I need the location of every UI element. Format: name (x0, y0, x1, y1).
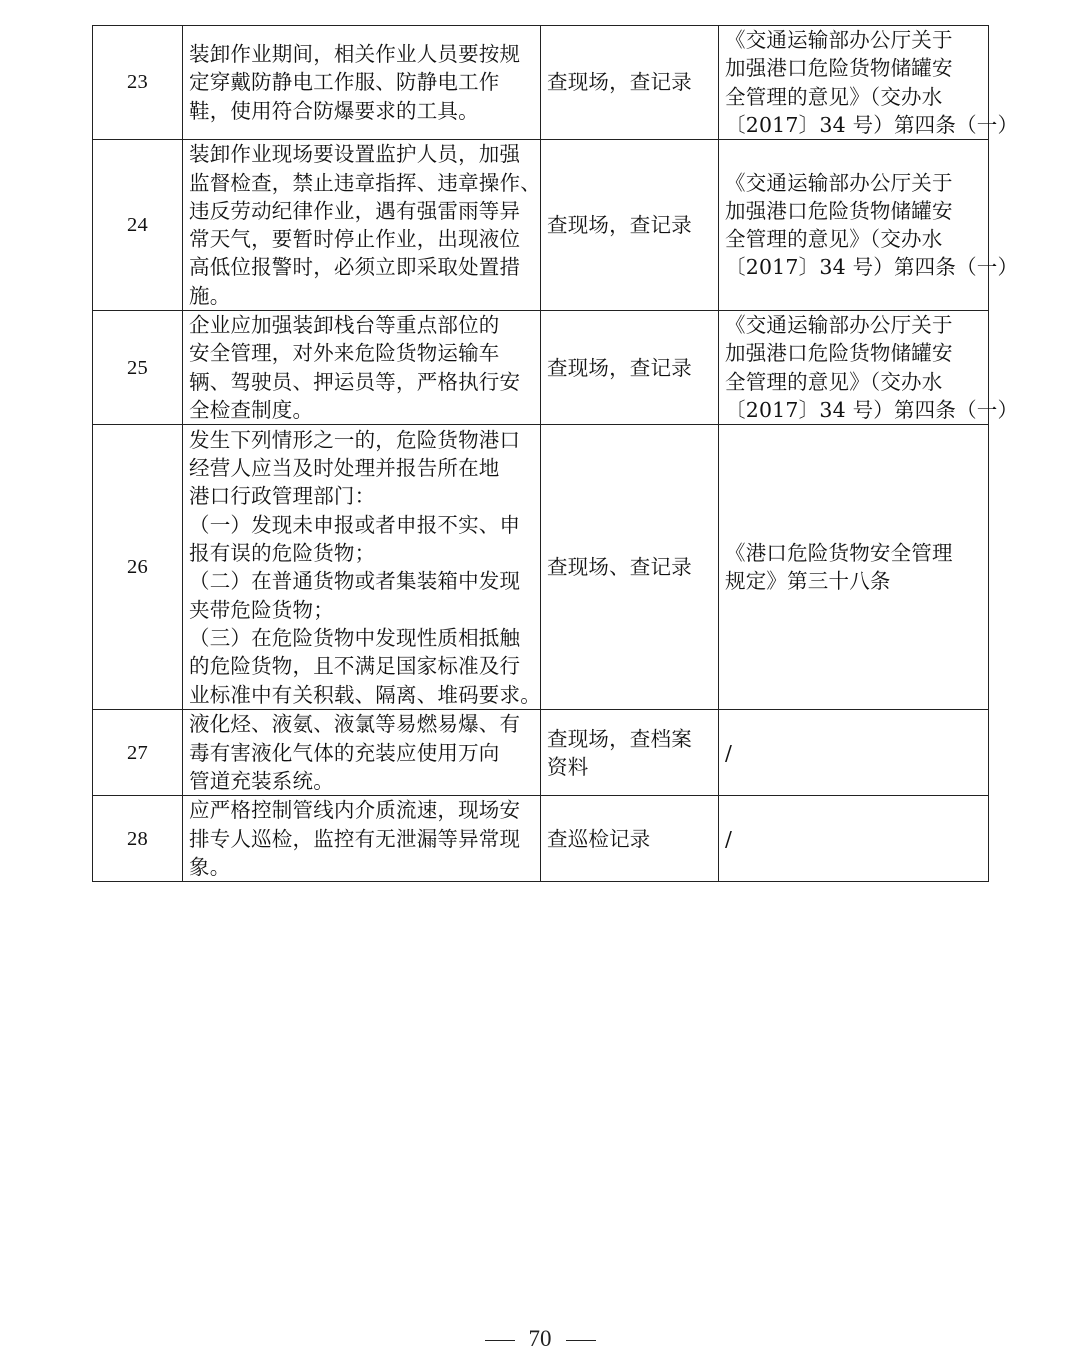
legal-basis-line: 《交通运输部办公厅关于 (725, 28, 953, 52)
requirement-line: 象。 (189, 854, 231, 879)
legal-basis-cell (719, 796, 989, 882)
row-number-cell (93, 710, 183, 796)
legal-basis-line: 《港口危险货物安全管理 (725, 541, 953, 566)
requirement-line: 鞋，使用符合防爆要求的工具。 (189, 98, 479, 123)
row-number-cell (93, 311, 183, 425)
inspection-method-line: 查现场，查记录 (547, 213, 692, 238)
inspection-method-line: 资料 (547, 754, 589, 779)
page-number: 70 (528, 1326, 552, 1351)
requirement-line: （一）发现未申报或者申报不实、申 (189, 512, 521, 537)
requirement-line: 违反劳动纪律作业，遇有强雷雨等异 (189, 198, 521, 223)
requirement-line: 辆、驾驶员、押运员等，严格执行安 (189, 369, 521, 394)
inspection-method-cell (541, 26, 719, 140)
legal-basis-line: 加强港口危险货物储罐安 (725, 341, 953, 366)
inspection-method-line: 查巡检记录 (547, 826, 651, 851)
inspection-method-cell (541, 796, 719, 882)
inspection-method-cell (541, 140, 719, 311)
table-body (93, 26, 1019, 882)
requirement-cell (183, 710, 541, 796)
legal-basis-line: 加强港口危险货物储罐安 (725, 56, 953, 81)
requirement-line: 的危险货物，且不满足国家标准及行 (189, 654, 521, 679)
legal-basis-cell (719, 140, 1019, 311)
page-footer (0, 1326, 1080, 1352)
legal-basis-line: / (725, 826, 733, 851)
row-number-cell (93, 796, 183, 882)
requirement-line: 装卸作业期间，相关作业人员要按规 (189, 42, 521, 67)
requirement-line: 装卸作业现场要设置监护人员，加强 (189, 142, 521, 167)
footer-dash-left (485, 1340, 515, 1341)
requirement-line: 液化烃、液氨、液氯等易燃易爆、有 (189, 712, 521, 737)
requirement-line: 高低位报警时，必须立即采取处置措 (189, 255, 521, 280)
requirement-cell (183, 311, 541, 425)
row-number: 25 (127, 356, 148, 379)
row-number-cell (93, 26, 183, 140)
row-number: 28 (127, 827, 148, 850)
row-number-cell (93, 140, 183, 311)
inspection-method-line: 查现场，查记录 (547, 70, 692, 95)
inspection-method-line: 查现场，查记录 (547, 355, 692, 380)
table-row (93, 26, 989, 140)
requirement-line: （二）在普通货物或者集装箱中发现 (189, 569, 521, 594)
inspection-method-line: 查现场、查记录 (547, 555, 692, 580)
requirement-line: 毒有害液化气体的充装应使用万向 (189, 740, 500, 765)
legal-basis-cell (719, 425, 989, 710)
requirement-line: 管道充装系统。 (189, 769, 334, 794)
inspection-method-cell (541, 425, 719, 710)
requirement-line: 排专人巡检，监控有无泄漏等异常现 (189, 826, 521, 851)
table-row (93, 796, 989, 882)
requirement-line: 施。 (189, 283, 231, 308)
requirement-line: 定穿戴防静电工作服、防静电工作 (189, 70, 500, 95)
requirement-line: 经营人应当及时处理并报告所在地 (189, 456, 500, 481)
legal-basis-line: 《交通运输部办公厅关于 (725, 313, 953, 338)
requirement-line: 业标准中有关积载、隔离、堆码要求。 (189, 682, 541, 707)
requirement-line: （三）在危险货物中发现性质相抵触 (189, 625, 521, 650)
legal-basis-cell (719, 710, 989, 796)
table-row (93, 311, 989, 425)
legal-basis-line: 《交通运输部办公厅关于 (725, 170, 953, 195)
legal-basis-line: 规定》第三十八条 (725, 569, 891, 594)
legal-basis-line: 加强港口危险货物储罐安 (725, 198, 953, 223)
table-row (93, 425, 989, 710)
row-number: 23 (127, 71, 148, 94)
row-number: 27 (127, 741, 148, 764)
legal-basis-line: 全管理的意见》（交办水 (725, 227, 943, 252)
requirement-line: 发生下列情形之一的，危险货物港口 (189, 427, 521, 452)
requirement-line: 应严格控制管线内介质流速，现场安 (189, 798, 521, 823)
legal-basis-line: 〔2017〕34 号）第四条（一） (725, 255, 1019, 280)
legal-basis-cell (719, 26, 1019, 140)
legal-basis-line: 全管理的意见》（交办水 (725, 84, 943, 109)
inspection-method-line: 查现场，查档案 (547, 726, 692, 751)
inspection-method-cell (541, 311, 719, 425)
requirement-cell (183, 425, 541, 710)
row-number: 26 (127, 556, 148, 579)
requirement-line: 全检查制度。 (189, 398, 314, 423)
legal-basis-line: 〔2017〕34 号）第四条（一） (725, 398, 1019, 423)
requirement-line: 夹带危险货物； (189, 597, 334, 622)
legal-basis-line: 全管理的意见》（交办水 (725, 369, 943, 394)
table-row (93, 710, 989, 796)
requirement-cell (183, 796, 541, 882)
requirement-line: 常天气，要暂时停止作业，出现液位 (189, 227, 521, 252)
requirement-line: 港口行政管理部门： (189, 484, 376, 509)
row-number-cell (93, 425, 183, 710)
legal-basis-cell (719, 311, 1019, 425)
footer-dash-right (566, 1340, 596, 1341)
requirement-cell (183, 140, 541, 311)
requirement-line: 企业应加强装卸栈台等重点部位的 (189, 313, 500, 338)
requirement-line: 安全管理，对外来危险货物运输车 (189, 341, 500, 366)
requirement-line: 监督检查，禁止违章指挥、违章操作、 (189, 170, 541, 195)
requirement-cell (183, 26, 541, 140)
legal-basis-line: / (725, 740, 733, 765)
legal-basis-line: 〔2017〕34 号）第四条（一） (725, 112, 1019, 137)
requirement-line: 报有误的危险货物； (189, 541, 376, 566)
row-number: 24 (127, 214, 148, 237)
table-row (93, 140, 989, 311)
inspection-method-cell (541, 710, 719, 796)
inspection-table (92, 25, 1019, 882)
